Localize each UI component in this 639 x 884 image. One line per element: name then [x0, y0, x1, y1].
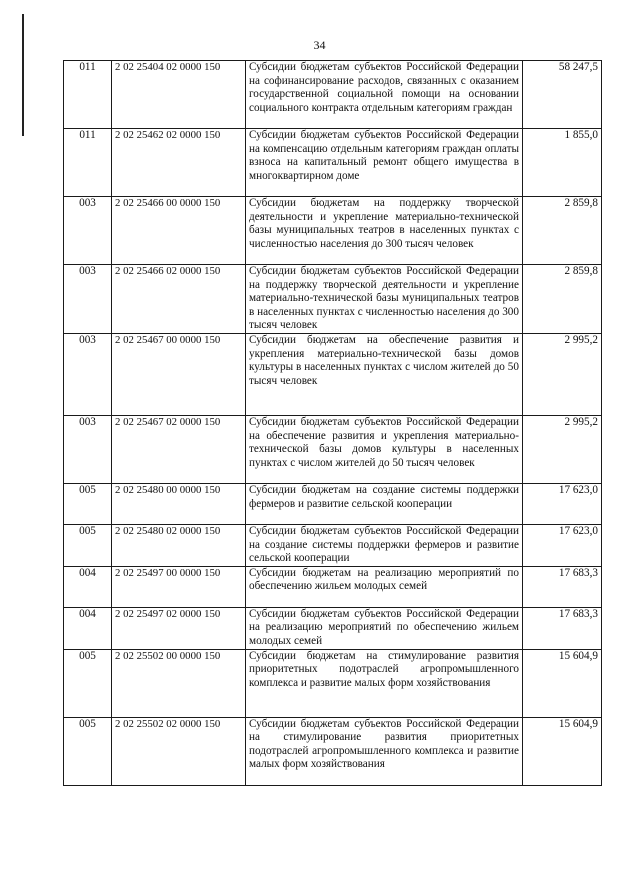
revenue-name-cell: Субсидии бюджетам субъектов Российской Федерации на стимулирование развития приоритетных подотраслей агропромышленного комплекса и развитие малых форм хозяйствования	[246, 717, 523, 785]
budget-classification-code-cell: 2 02 25404 02 0000 150	[112, 61, 246, 129]
amount-cell: 17 623,0	[523, 483, 602, 524]
revenue-name-cell: Субсидии бюджетам субъектов Российской Федерации на создание системы поддержки фермеров и развитие сельской кооперации	[246, 524, 523, 566]
amount-cell: 58 247,5	[523, 61, 602, 129]
admin-code-cell: 005	[64, 524, 112, 566]
budget-classification-code-cell: 2 02 25502 00 0000 150	[112, 649, 246, 717]
admin-code-cell: 005	[64, 483, 112, 524]
table-row	[64, 524, 602, 566]
revenue-name-cell: Субсидии бюджетам на стимулирование развития приоритетных подотраслей агропромышленного комплекса и развитие малых форм хозяйствования	[246, 649, 523, 717]
budget-classification-code-cell: 2 02 25462 02 0000 150	[112, 129, 246, 197]
admin-code-cell: 004	[64, 566, 112, 607]
amount-cell: 1 855,0	[523, 129, 602, 197]
budget-classification-code-cell: 2 02 25497 02 0000 150	[112, 607, 246, 649]
budget-classification-code-cell: 2 02 25466 00 0000 150	[112, 197, 246, 265]
admin-code-cell: 011	[64, 129, 112, 197]
budget-classification-code-cell: 2 02 25466 02 0000 150	[112, 265, 246, 334]
table-row	[64, 483, 602, 524]
amount-cell: 17 683,3	[523, 607, 602, 649]
revenue-name-cell: Субсидии бюджетам субъектов Российской Федерации на софинансирование расходов, связанных с оказанием государственной социальной помощи на основании социального контракта отдельным категориям граждан	[246, 61, 523, 129]
revenue-name-cell: Субсидии бюджетам на поддержку творческой деятельности и укрепление материально-технической базы муниципальных театров в населенных пунктах с численностью населения до 300 тысяч человек	[246, 197, 523, 265]
admin-code-cell: 005	[64, 717, 112, 785]
amount-cell: 2 995,2	[523, 333, 602, 415]
table-row	[64, 649, 602, 717]
table-row	[64, 566, 602, 607]
budget-classification-code-cell: 2 02 25480 00 0000 150	[112, 483, 246, 524]
table-row	[64, 197, 602, 265]
budget-classification-code-cell: 2 02 25497 00 0000 150	[112, 566, 246, 607]
table-row	[64, 333, 602, 415]
admin-code-cell: 003	[64, 415, 112, 483]
page-number: 34	[313, 38, 326, 52]
budget-classification-code-cell: 2 02 25467 02 0000 150	[112, 415, 246, 483]
table-row	[64, 265, 602, 334]
amount-cell: 17 683,3	[523, 566, 602, 607]
admin-code-cell: 003	[64, 197, 112, 265]
table-row	[64, 415, 602, 483]
budget-revenue-table	[63, 60, 602, 786]
revenue-name-cell: Субсидии бюджетам субъектов Российской Федерации на поддержку творческой деятельности и укрепление материально-технической базы муниципальных театров в населенных пунктах с численностью населения до 300 тысяч человек	[246, 265, 523, 334]
budget-classification-code-cell: 2 02 25480 02 0000 150	[112, 524, 246, 566]
admin-code-cell: 003	[64, 265, 112, 334]
admin-code-cell: 005	[64, 649, 112, 717]
revenue-name-cell: Субсидии бюджетам на обеспечение развития и укрепления материально-технической базы домов культуры в населенных пунктах с числом жителей до 50 тысяч человек	[246, 333, 523, 415]
budget-classification-code-cell: 2 02 25502 02 0000 150	[112, 717, 246, 785]
admin-code-cell: 011	[64, 61, 112, 129]
admin-code-cell: 004	[64, 607, 112, 649]
amount-cell: 2 859,8	[523, 197, 602, 265]
table-row	[64, 717, 602, 785]
amount-cell: 15 604,9	[523, 717, 602, 785]
amount-cell: 17 623,0	[523, 524, 602, 566]
revenue-name-cell: Субсидии бюджетам субъектов Российской Федерации на обеспечение развития и укрепления материально-технической базы домов культуры в населенных пунктах с числом жителей до 50 тысяч человек	[246, 415, 523, 483]
admin-code-cell: 003	[64, 333, 112, 415]
revenue-name-cell: Субсидии бюджетам на создание системы поддержки фермеров и развитие сельской кооперации	[246, 483, 523, 524]
budget-classification-code-cell: 2 02 25467 00 0000 150	[112, 333, 246, 415]
scan-margin-line	[22, 14, 24, 136]
table-row	[64, 129, 602, 197]
amount-cell: 2 995,2	[523, 415, 602, 483]
table-row	[64, 61, 602, 129]
amount-cell: 2 859,8	[523, 265, 602, 334]
amount-cell: 15 604,9	[523, 649, 602, 717]
table-row	[64, 607, 602, 649]
revenue-name-cell: Субсидии бюджетам субъектов Российской Федерации на реализацию мероприятий по обеспечению жильем молодых семей	[246, 607, 523, 649]
revenue-name-cell: Субсидии бюджетам на реализацию мероприятий по обеспечению жильем молодых семей	[246, 566, 523, 607]
revenue-name-cell: Субсидии бюджетам субъектов Российской Федерации на компенсацию отдельным категориям граждан оплаты взноса на капитальный ремонт общего имущества в многоквартирном доме	[246, 129, 523, 197]
